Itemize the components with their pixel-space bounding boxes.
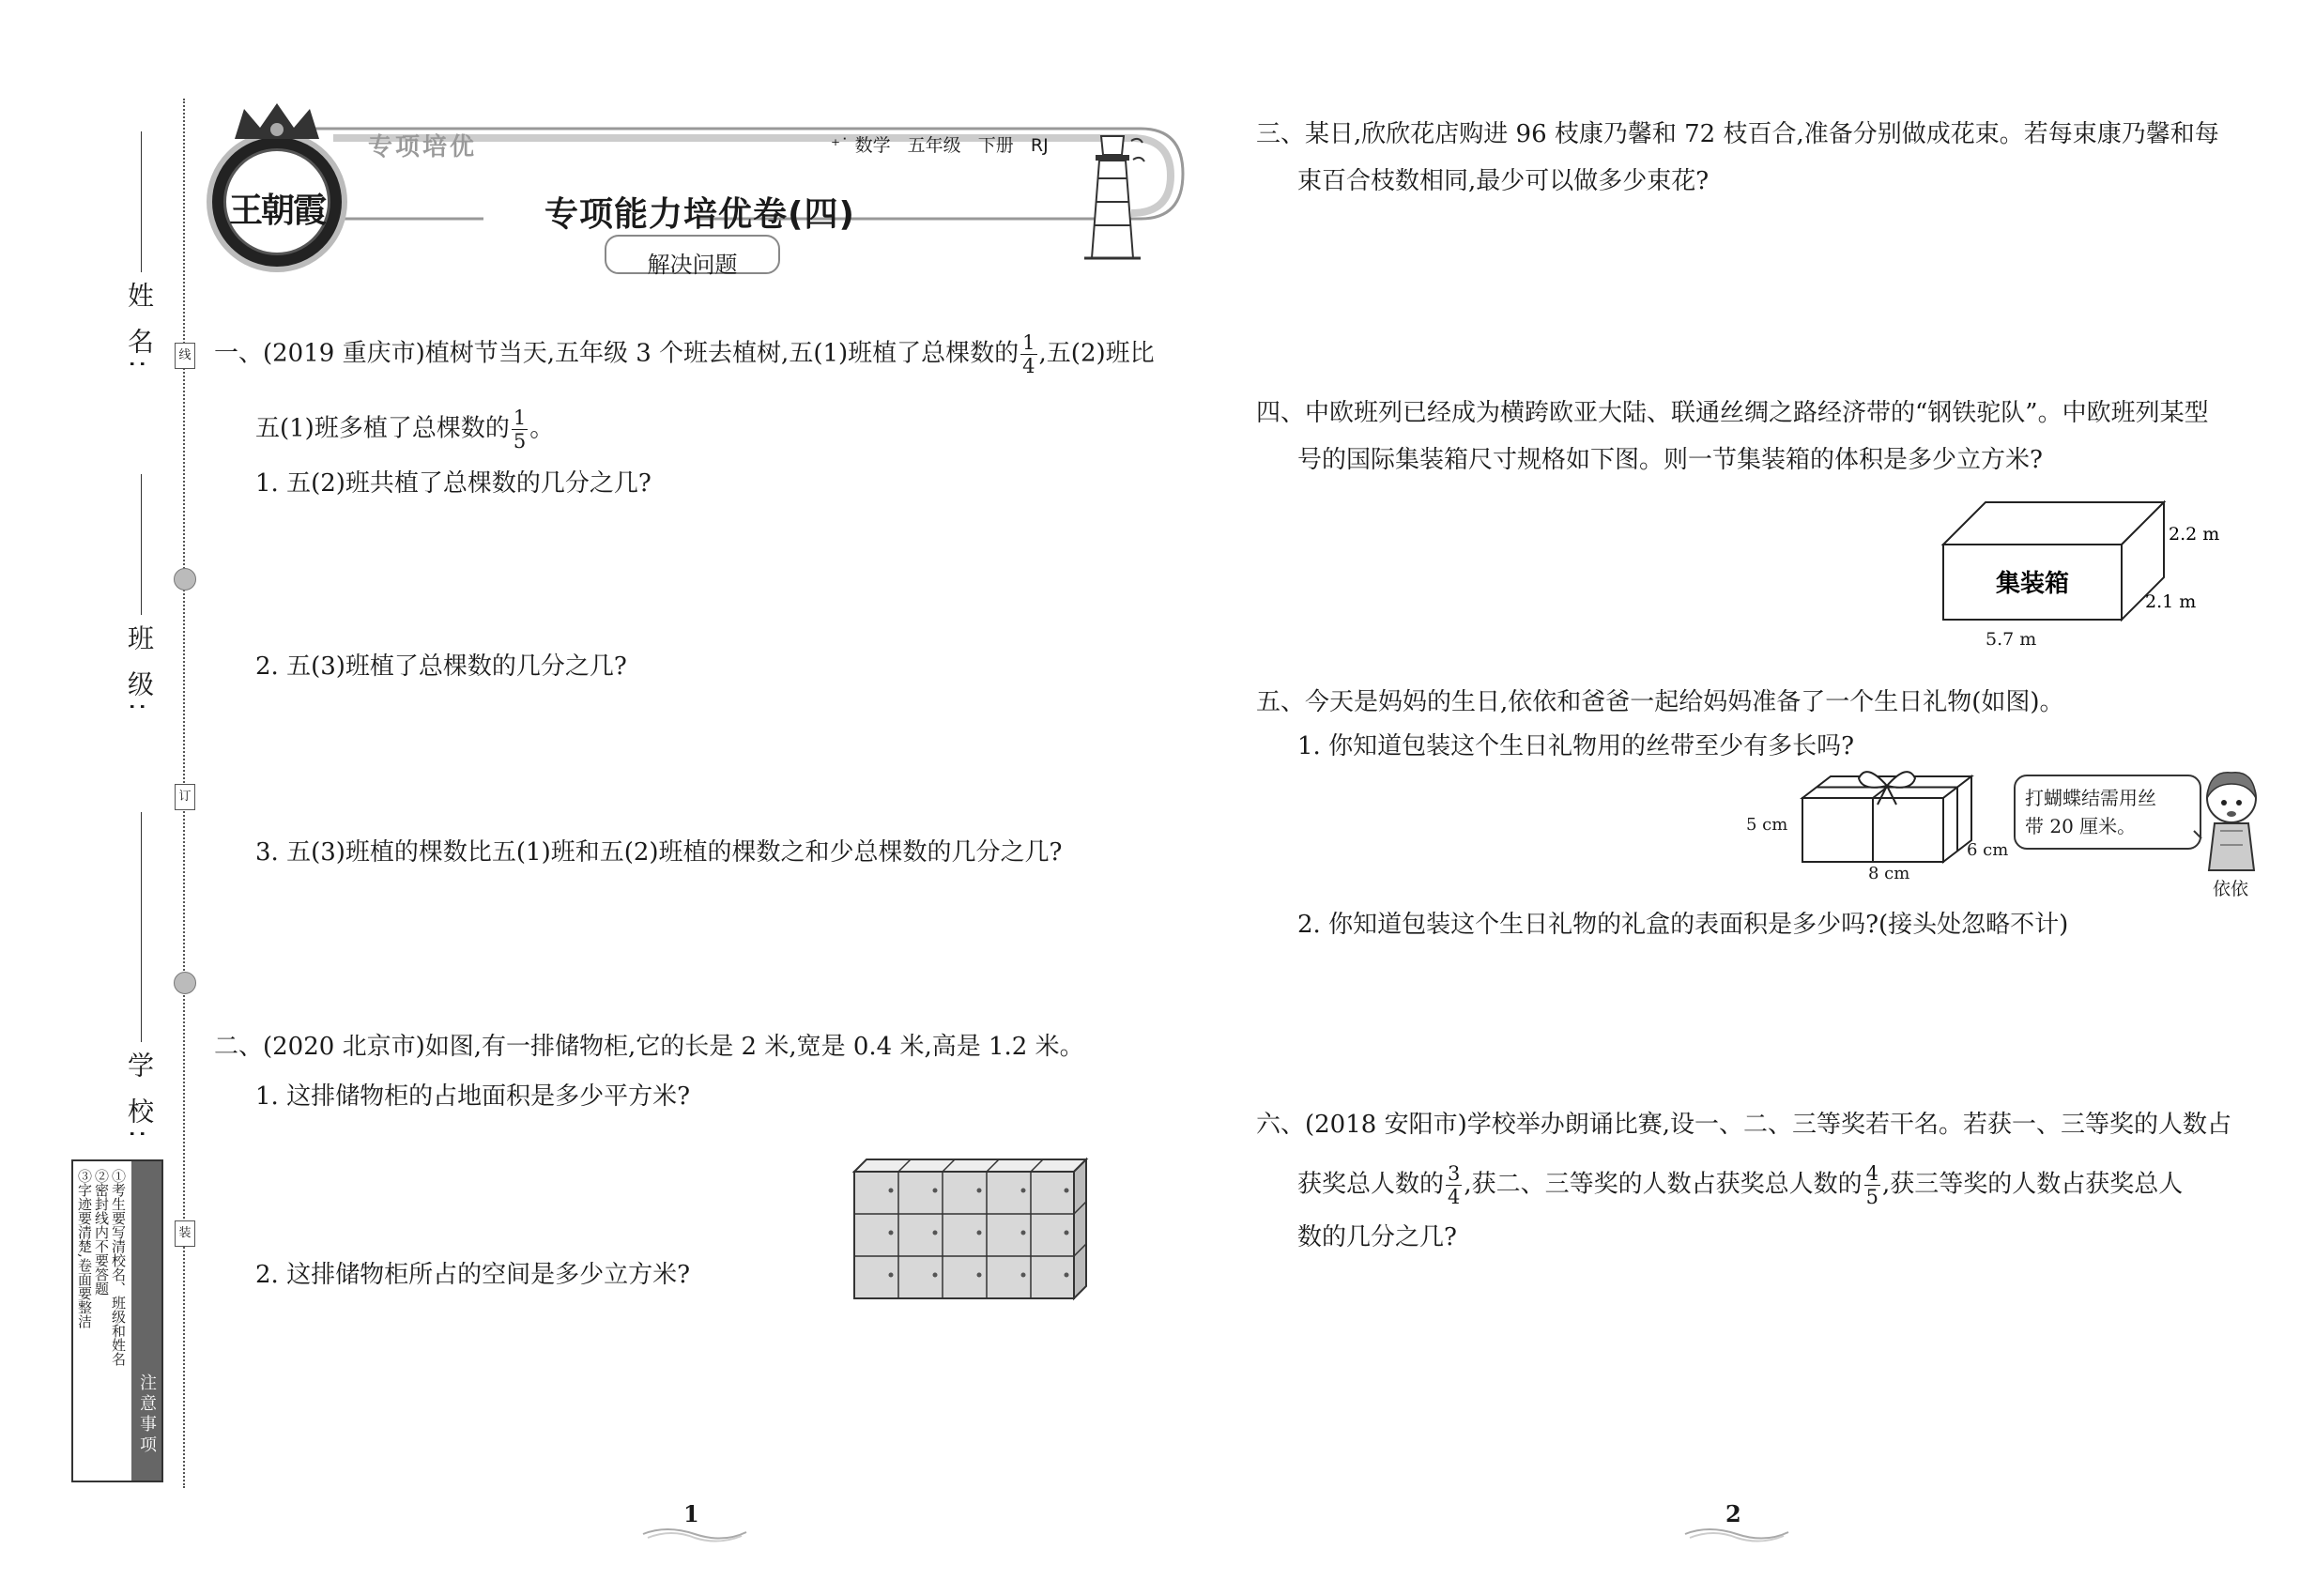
q1-sub1: 1. 五(2)班共植了总棵数的几分之几? <box>255 469 652 498</box>
q1-answer-area-2[interactable] <box>255 690 1157 812</box>
seal-mark-middle: 订 <box>175 784 195 810</box>
q4-stem-line2: 号的国际集装箱尺寸规格如下图。则一节集装箱的体积是多少立方米? <box>1297 446 2043 474</box>
notice-item-1: ①考生要写清校名、班级和姓名 <box>110 1169 127 1366</box>
lighthouse-icon <box>1075 127 1150 268</box>
fraction-three-quarters: $\frac{3}{4}$ <box>1448 1162 1461 1208</box>
q2-stem: 二、(2020 北京市)如图,有一排储物柜,它的长是 2 米,宽是 0.4 米,高是 1.2 米。 <box>214 1033 1084 1061</box>
q4-stem-line1: 四、中欧班列已经成为横跨欧亚大陆、联通丝绸之路经济带的“钢铁驼队”。中欧班列某型 <box>1256 399 2209 427</box>
fraction-four-fifths: $\frac{4}{5}$ <box>1865 1162 1879 1208</box>
q6-stem-line2: 获奖总人数的 $\frac{3}{4}$ ,获二、三等奖的人数占获奖总人数的 $\frac{4}{5}$ ,获三等奖的人数占获奖总人 <box>1297 1162 2184 1208</box>
notice-item-3: ③字迹要清楚,卷面要整洁 <box>76 1169 93 1328</box>
logo-text: 王朝霞 <box>228 191 325 230</box>
q2-answer-area-2[interactable] <box>255 1300 819 1422</box>
name-label: 姓 名: <box>124 282 155 375</box>
class-label: 班 级: <box>124 624 155 717</box>
notice-item-2: ②密封线内不要答题 <box>93 1169 110 1296</box>
page-title: 专项能力培优卷(四) <box>544 195 855 234</box>
q3-answer-area[interactable] <box>1297 211 2217 371</box>
girl-name: 依依 <box>2213 879 2249 899</box>
notice-title: 注意事项 <box>131 1161 161 1481</box>
crown-icon <box>230 101 324 145</box>
bubble-text-line2: 带 20 厘米。 <box>2025 815 2137 837</box>
section-tag: 专项培优 <box>368 133 478 161</box>
seal-mark-top: 线 <box>175 343 195 369</box>
q5-sub2: 2. 你知道包装这个生日礼物的礼盒的表面积是多少吗?(接头处忽略不计) <box>1297 911 2069 939</box>
name-field[interactable] <box>141 131 142 272</box>
page-ornament-icon <box>1680 1521 1793 1543</box>
q1-stem-line1: 一、(2019 重庆市)植树节当天,五年级 3 个班去植树,五(1)班植了总棵数的 $\frac{1}{4}$ ,五(2)班比 <box>214 331 1155 377</box>
notice-box <box>71 1159 163 1482</box>
gift-height-label: 5 cm <box>1746 815 1788 835</box>
girl-avatar-icon <box>2192 765 2267 878</box>
q1-answer-area-1[interactable] <box>255 507 1157 629</box>
q6-stem-line3: 数的几分之几? <box>1297 1223 1457 1251</box>
q1-stem-line2: 五(1)班多植了总棵数的 $\frac{1}{5}$ 。 <box>255 407 555 453</box>
class-field[interactable] <box>141 474 142 615</box>
container-length-label: 5.7 m <box>1986 629 2037 650</box>
binding-hole-icon <box>174 568 196 591</box>
q2-answer-area-1[interactable] <box>255 1122 819 1244</box>
container-width-label: 2.1 m <box>2145 591 2197 612</box>
fraction-one-quarter: $\frac{1}{4}$ <box>1022 331 1035 377</box>
q1-sub3: 3. 五(3)班植的棵数比五(1)班和五(2)班植的棵数之和少总棵数的几分之几? <box>255 838 1063 867</box>
q5-answer-area[interactable] <box>1297 948 2217 1089</box>
q2-sub1: 1. 这排储物柜的占地面积是多少平方米? <box>255 1082 691 1111</box>
q3-stem-line2: 束百合枝数相同,最少可以做多少束花? <box>1297 167 1710 195</box>
binding-hole-icon <box>174 972 196 994</box>
seal-mark-bottom: 装 <box>175 1220 195 1247</box>
school-field[interactable] <box>141 812 142 1042</box>
logo-seal <box>207 131 347 272</box>
q5-sub1: 1. 你知道包装这个生日礼物用的丝带至少有多长吗? <box>1297 732 1855 760</box>
container-height-label: 2.2 m <box>2169 524 2220 545</box>
locker-cabinet-figure <box>850 1155 1094 1305</box>
q6-answer-area[interactable] <box>1297 1267 2217 1474</box>
page-ornament-icon <box>638 1521 751 1543</box>
q1-answer-area-3[interactable] <box>255 878 1157 1000</box>
gift-width-label: 6 cm <box>1967 840 2009 860</box>
container-box-figure <box>1934 493 2220 634</box>
container-label: 集装箱 <box>1995 570 2070 598</box>
page-subtitle: 解决问题 <box>647 252 738 278</box>
q2-sub2: 2. 这排储物柜所占的空间是多少立方米? <box>255 1261 691 1289</box>
page-number-left: 1 <box>683 1500 699 1527</box>
gift-length-label: 8 cm <box>1868 864 1910 883</box>
school-label: 学 校: <box>124 1051 155 1144</box>
q6-stem-line1: 六、(2018 安阳市)学校举办朗诵比赛,设一、二、三等奖若干名。若获一、三等奖的人数占 <box>1256 1111 2231 1139</box>
q3-stem-line1: 三、某日,欣欣花店购进 96 枝康乃馨和 72 枝百合,准备分别做成花束。若每束康乃馨和每 <box>1256 120 2219 148</box>
speech-bubble <box>2014 775 2201 850</box>
q5-stem: 五、今天是妈妈的生日,依依和爸爸一起给妈妈准备了一个生日礼物(如图)。 <box>1256 688 2064 716</box>
q1-sub2: 2. 五(3)班植了总棵数的几分之几? <box>255 652 627 681</box>
bubble-text-line1: 打蝴蝶结需用丝 <box>2025 787 2156 809</box>
subject-line: ⁺˙ 数学 五年级 下册 RJ <box>831 135 1049 156</box>
gift-box-figure <box>1793 765 1981 868</box>
page-number-right: 2 <box>1725 1500 1741 1527</box>
fraction-one-fifth: $\frac{1}{5}$ <box>513 407 527 453</box>
